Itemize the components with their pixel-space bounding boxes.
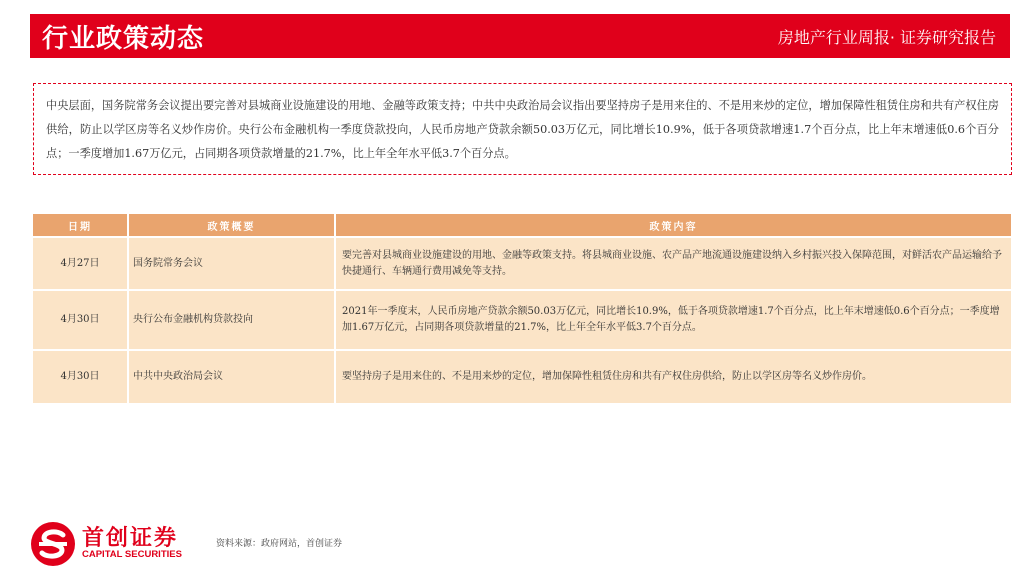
- summary-text: 中央层面，国务院常务会议提出要完善对县城商业设施建设的用地、金融等政策支持；中共中央政治局会议指出要坚持房子是用来住的、不是用来炒的定位，增加保障性租赁住房和共有产权住房供给，防止以学区房等名义炒作房价。央行公布金融机构一季度贷款投向，人民币房地产贷款余额50.03万亿元，同比增长10.9%，低于各项贷款增速1.7个百分点，比上年末增速低0.6个百分点；一季度增加1.67万亿元，占同期各项贷款增量的21.7%，比上年全年水平低3.7个百分点。: [46, 99, 999, 160]
- row-date: 4月30日: [33, 290, 128, 350]
- header-content: 政策内容: [335, 214, 1011, 237]
- page-title: 行业政策动态: [42, 23, 205, 54]
- title-bar: [30, 14, 1010, 58]
- company-logo: [30, 519, 220, 567]
- policy-table: [33, 214, 1011, 403]
- row-date: 4月30日: [33, 350, 128, 403]
- report-label: 房地产行业周报· 证券研究报告: [777, 27, 996, 47]
- source-note: 资料来源：政府网站，首创证券: [216, 539, 343, 549]
- table-header-row: [33, 214, 1011, 237]
- table-row: [33, 350, 1011, 403]
- row-date: 4月27日: [33, 237, 128, 290]
- row-content: 要坚持房子是用来住的、不是用来炒的定位，增加保障性租赁住房和共有产权住房供给，防止以学区房等名义炒作房价。: [335, 350, 1011, 403]
- header-date: 日期: [33, 214, 128, 237]
- logo-text-en: CAPITAL SECURITIES: [82, 549, 182, 560]
- logo-text-cn: 首创证券: [82, 526, 179, 551]
- logo-mark-icon: [30, 521, 76, 567]
- table-row: [33, 290, 1011, 350]
- row-content: 要完善对县城商业设施建设的用地、金融等政策支持。将县城商业设施、农产品产地流通设施建设纳入乡村振兴投入保障范围，对鲜活农产品运输给予快捷通行、车辆通行费用减免等支持。: [335, 237, 1011, 290]
- summary-box: [33, 83, 1012, 175]
- row-content: 2021年一季度末，人民币房地产贷款余额50.03万亿元，同比增长10.9%，低于各项贷款增速1.7个百分点，比上年末增速低0.6个百分点；一季度增加1.67万亿元，占同期各项贷款增量的21.7%，比上年全年水平低3.7个百分点。: [335, 290, 1011, 350]
- header-summary: 政策概要: [128, 214, 335, 237]
- row-summary: 中共中央政治局会议: [128, 350, 335, 403]
- row-summary: 国务院常务会议: [128, 237, 335, 290]
- table-row: [33, 237, 1011, 290]
- row-summary: 央行公布金融机构贷款投向: [128, 290, 335, 350]
